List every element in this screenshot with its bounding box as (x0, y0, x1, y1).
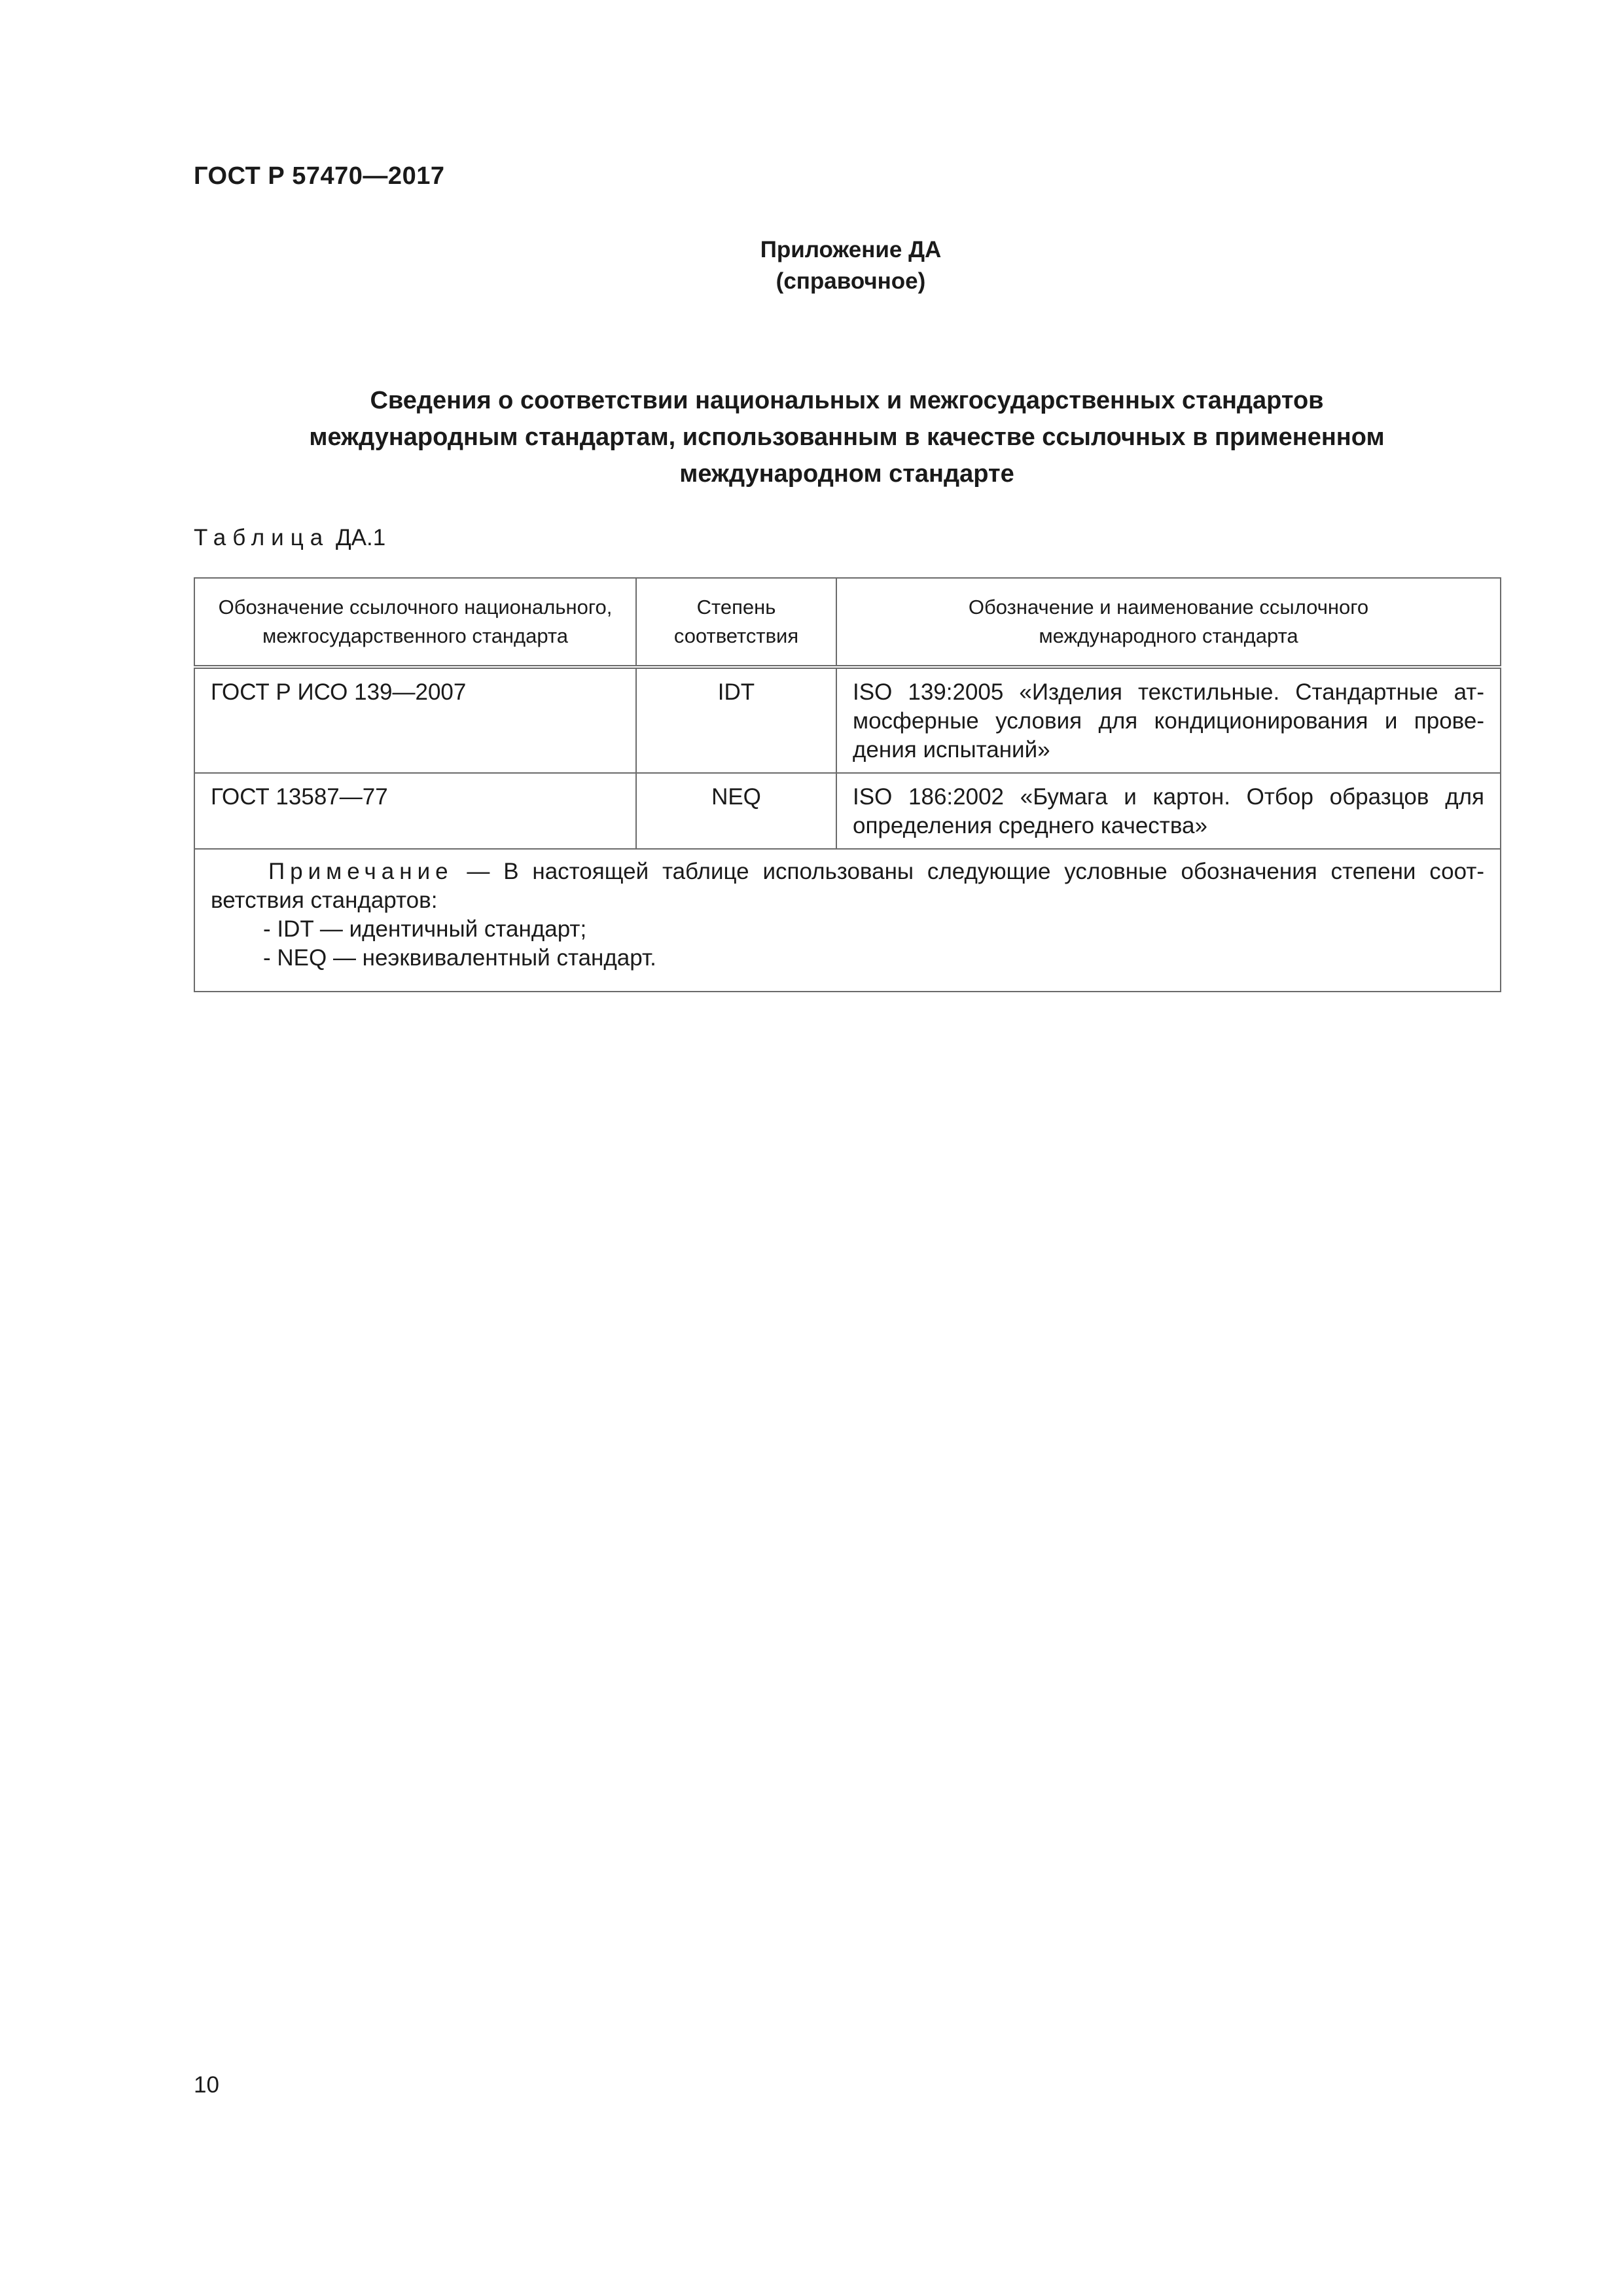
section-title-line-1: Сведения о соответствии национальных и межгосударственных стандартов (370, 387, 1324, 414)
national-standard-cell: ГОСТ Р ИСО 139—2007 (194, 667, 636, 773)
national-standard-cell: ГОСТ 13587—77 (194, 773, 636, 849)
section-title-line-3: международном стандарте (679, 460, 1014, 488)
table-note-row (194, 849, 1501, 992)
section-title-line-2: международным стандартам, использованным в качестве ссылочных в примененном (309, 423, 1385, 451)
appendix-heading (0, 234, 1623, 297)
international-standard-cell: ISO 186:2002 «Бумага и картон. Отбор образцов для определения среднего качества» (836, 773, 1501, 849)
table-note (194, 849, 1501, 992)
table-header-row (194, 578, 1501, 667)
section-title (194, 382, 1500, 492)
table-caption-number: ДА.1 (335, 525, 386, 550)
column-header-national: Обозначение ссылочного национального, межгосударственного стандарта (194, 578, 636, 667)
table-row (194, 773, 1501, 849)
note-text (211, 857, 1484, 915)
page-number: 10 (194, 2072, 219, 2098)
correspondence-table (194, 577, 1501, 992)
note-label: Примечание (268, 859, 454, 884)
table-caption (194, 525, 385, 551)
note-body: — В настоящей таблице использованы следующие условные обозначения степени соответствия стандартов: (211, 859, 1484, 913)
appendix-subtitle: (справочное) (776, 268, 926, 294)
column-header-international: Обозначение и наименование ссылочного международного стандарта (836, 578, 1501, 667)
table-row (194, 667, 1501, 773)
column-header-degree: Степень соответствия (636, 578, 836, 667)
note-item-neq: - NEQ — неэквивалентный стандарт. (263, 945, 656, 971)
note-item-idt: - IDT — идентичный стандарт; (263, 916, 587, 942)
table-caption-label: Таблица (194, 525, 330, 550)
document-code: ГОСТ Р 57470—2017 (194, 162, 445, 190)
degree-cell: IDT (636, 667, 836, 773)
degree-cell: NEQ (636, 773, 836, 849)
appendix-title: Приложение ДА (760, 237, 942, 262)
international-standard-cell: ISO 139:2005 «Изделия текстильные. Стандартные атмосферные условия для кондиционирования и проведения испытаний» (836, 667, 1501, 773)
